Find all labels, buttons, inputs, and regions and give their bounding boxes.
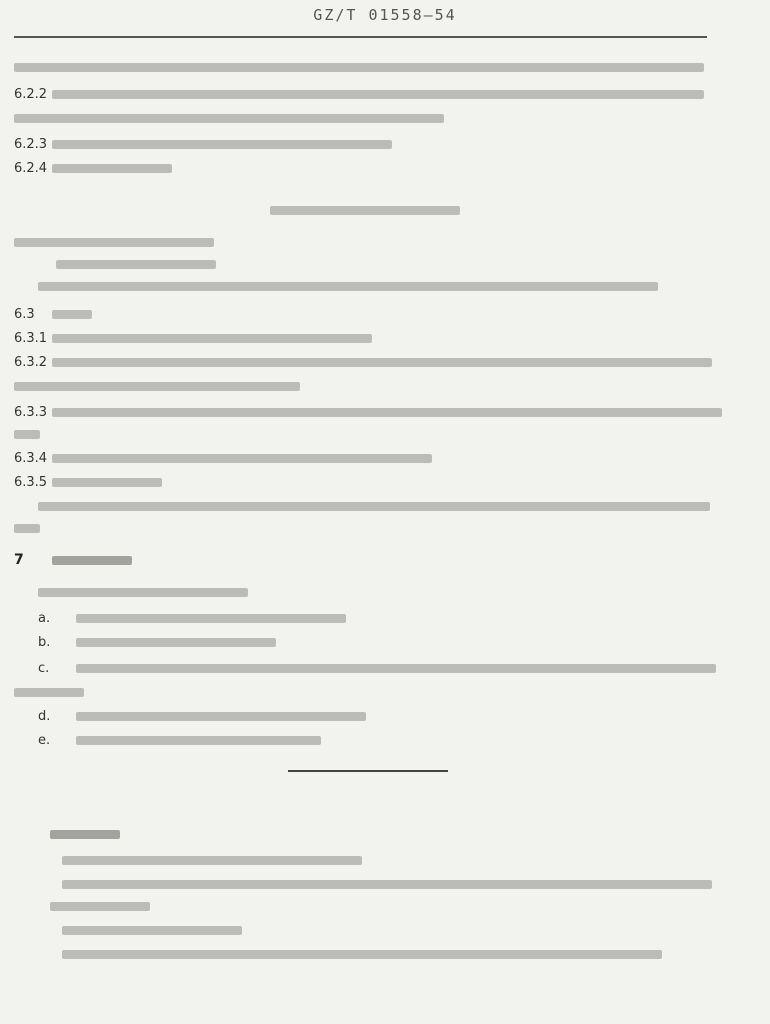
text-line-placeholder <box>76 664 716 673</box>
section-end-rule <box>288 770 448 772</box>
paragraph-line <box>38 580 248 604</box>
text-line-placeholder <box>14 524 40 533</box>
text-line-placeholder <box>52 164 172 173</box>
section-7-heading <box>14 548 132 572</box>
list-marker: b. <box>38 634 51 650</box>
appendix-heading <box>50 822 120 846</box>
text-line-placeholder <box>50 902 150 911</box>
section-6-2-2 <box>14 82 704 106</box>
paragraph-line <box>14 55 704 79</box>
text-line-placeholder <box>14 238 214 247</box>
text-line-placeholder <box>270 206 460 215</box>
section-6-3-5 <box>14 470 162 494</box>
text-line-placeholder <box>38 588 248 597</box>
list-item-d <box>38 704 366 728</box>
appendix-line <box>50 894 150 918</box>
appendix-line <box>62 942 662 966</box>
section-number: 6.3.2 <box>14 354 48 370</box>
text-line-placeholder <box>52 334 372 343</box>
page-header-code: GZ/T 01558—54 <box>313 6 457 24</box>
section-number: 6.2.3 <box>14 136 48 152</box>
formula-line <box>270 198 460 222</box>
section-6-2-4 <box>14 156 172 180</box>
section-6-2-3 <box>14 132 392 156</box>
section-6-3-3 <box>14 400 722 424</box>
text-line-placeholder <box>52 90 704 99</box>
text-line-placeholder <box>14 688 84 697</box>
text-line-placeholder <box>52 358 712 367</box>
text-line-placeholder <box>14 430 40 439</box>
paragraph-line <box>38 274 658 298</box>
definition-line <box>14 230 214 254</box>
header-rule <box>14 36 707 38</box>
text-line-placeholder <box>14 114 444 123</box>
appendix-line <box>62 872 712 896</box>
list-marker: a. <box>38 610 51 626</box>
section-number: 6.3.3 <box>14 404 48 420</box>
section-6-3-2 <box>14 350 712 374</box>
text-line-placeholder <box>76 712 366 721</box>
list-item-b <box>38 630 276 654</box>
section-number: 6.3.4 <box>14 450 48 466</box>
paragraph-line <box>14 374 300 398</box>
list-marker: d. <box>38 708 51 724</box>
text-line-placeholder <box>56 260 216 269</box>
text-line-placeholder <box>52 454 432 463</box>
text-line-placeholder <box>14 63 704 72</box>
text-line-placeholder <box>52 478 162 487</box>
text-line-placeholder <box>62 950 662 959</box>
paragraph-line <box>14 516 40 540</box>
text-line-placeholder <box>76 736 321 745</box>
list-marker: c. <box>38 660 50 676</box>
section-6-3-1 <box>14 326 372 350</box>
text-line-placeholder <box>52 408 722 417</box>
paragraph-line <box>38 494 710 518</box>
section-number: 6.3.5 <box>14 474 48 490</box>
definition-line <box>56 252 216 276</box>
section-number: 6.2.4 <box>14 160 48 176</box>
paragraph-line <box>14 680 84 704</box>
text-line-placeholder <box>62 880 712 889</box>
list-item-c <box>38 656 716 680</box>
section-number: 7 <box>14 552 24 568</box>
text-line-placeholder <box>62 926 242 935</box>
paragraph-line <box>14 422 40 446</box>
heading-placeholder <box>52 556 132 565</box>
list-marker: e. <box>38 732 51 748</box>
appendix-line <box>62 918 242 942</box>
text-line-placeholder <box>14 382 300 391</box>
section-number: 6.3 <box>14 306 35 322</box>
text-line-placeholder <box>38 282 658 291</box>
list-item-a <box>38 606 346 630</box>
list-item-e <box>38 728 321 752</box>
text-line-placeholder <box>38 502 710 511</box>
heading-placeholder <box>50 830 120 839</box>
section-number: 6.3.1 <box>14 330 48 346</box>
appendix-line <box>62 848 362 872</box>
text-line-placeholder <box>62 856 362 865</box>
text-line-placeholder <box>52 140 392 149</box>
text-line-placeholder <box>76 638 276 647</box>
section-6-3 <box>14 302 92 326</box>
section-number: 6.2.2 <box>14 86 48 102</box>
text-line-placeholder <box>52 310 92 319</box>
section-6-3-4 <box>14 446 432 470</box>
text-line-placeholder <box>76 614 346 623</box>
paragraph-line <box>14 106 444 130</box>
